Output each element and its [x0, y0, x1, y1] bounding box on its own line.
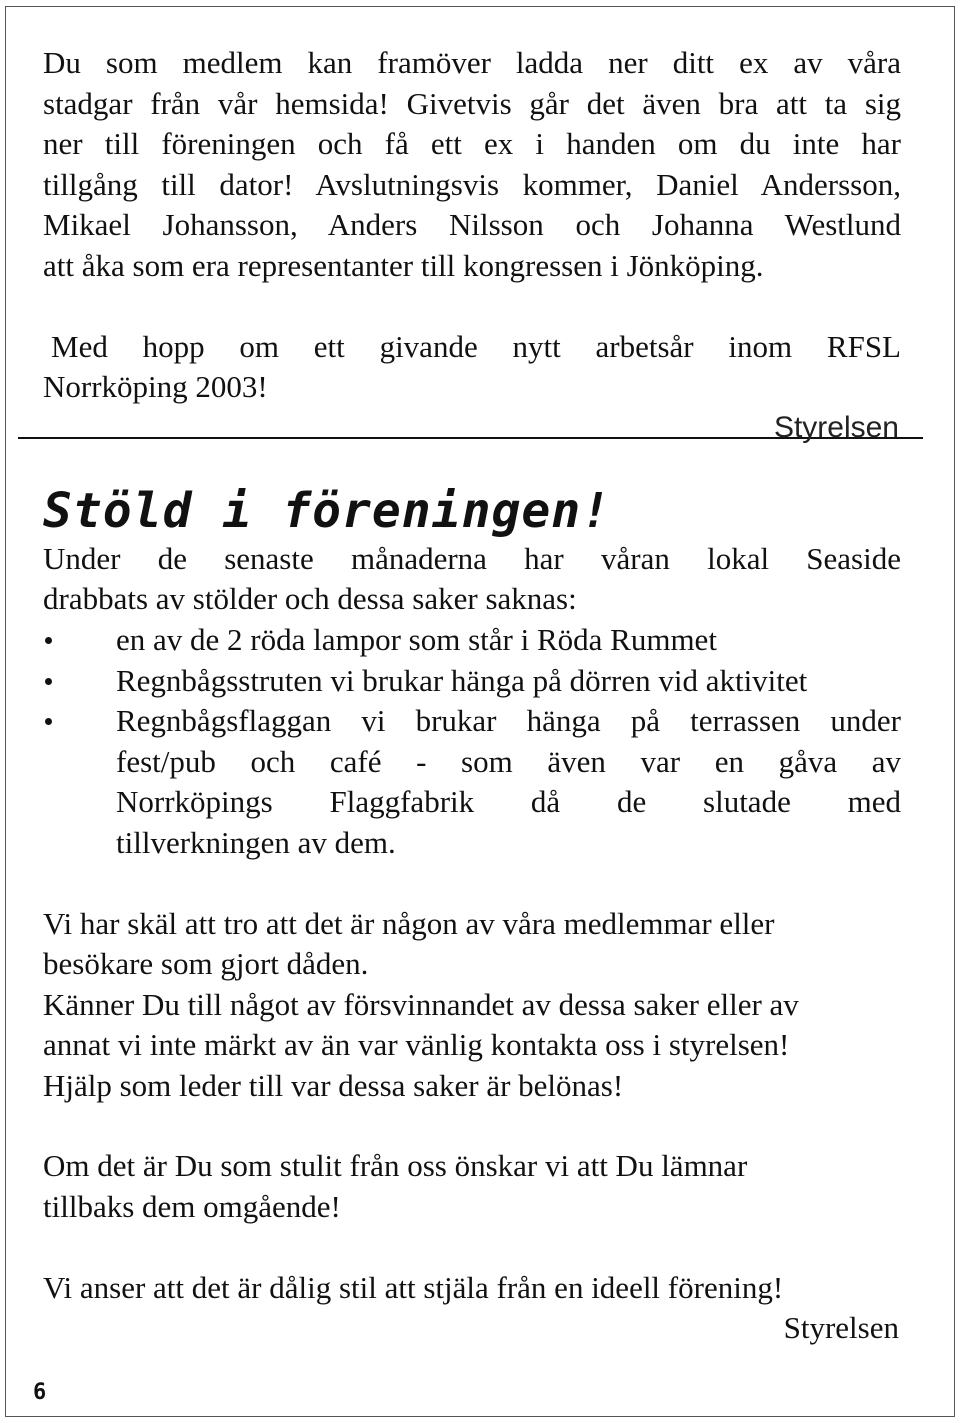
theft-intro [43, 539, 901, 620]
list-item-line: fest/pub och café - som även var en gåva av [116, 743, 901, 779]
theft-intro-line: drabbats av stölder och dessa saker saknas: [43, 581, 577, 617]
return-line: tillbaks dem omgående! [43, 1189, 341, 1225]
suspect-line: besökare som gjort dåden. [43, 946, 369, 982]
hope-line: Norrköping 2003! [43, 369, 268, 405]
missing-items-list [43, 620, 901, 864]
closing-line: Vi anser att det är dålig stil att stjäla från en ideell förening! [43, 1269, 784, 1305]
return-line: Om det är Du som stulit från oss önskar vi att Du lämnar [43, 1148, 748, 1184]
list-item-line: Regnbågsflaggan vi brukar hänga på terrassen under [116, 703, 901, 739]
return-paragraph [43, 1146, 901, 1227]
bullet-icon [45, 718, 52, 725]
page-content [43, 43, 901, 1349]
contact-paragraph [43, 985, 901, 1107]
list-item-line: en av de 2 röda lampor som står i Röda Rummet [116, 621, 717, 657]
contact-line: annat vi inte märkt av än var vänlig kontakta oss i styrelsen! [43, 1027, 790, 1063]
intro-line: Du som medlem kan framöver ladda ner ditt ex av våra [43, 45, 901, 80]
suspect-paragraph [43, 904, 901, 985]
list-item-line: Norrköpings Flaggfabrik då de slutade med [116, 784, 901, 820]
closing-paragraph [43, 1268, 901, 1349]
contact-line: Hjälp som leder till var dessa saker är belönas! [43, 1067, 624, 1103]
bullet-icon [45, 637, 52, 644]
suspect-line: Vi har skäl att tro att det är någon av våra medlemmar eller [43, 905, 775, 941]
hope-line: Med hopp om ett givande nytt arbetsår inom RFSL [51, 328, 901, 364]
theft-heading: Stöld i föreningen! [43, 482, 612, 539]
list-item-line: tillverkningen av dem. [116, 824, 396, 860]
signature-row [43, 408, 901, 460]
page-number: 6 [33, 1380, 47, 1405]
list-item [43, 701, 901, 863]
intro-line: stadgar från vår hemsida! Givetvis går det även bra att ta sig [43, 85, 901, 121]
theft-intro-line: Under de senaste månaderna har våran lokal Seaside [43, 540, 901, 576]
intro-line: ner till föreningen och få ett ex i handen om du inte har [43, 126, 901, 162]
bullet-icon [45, 678, 52, 685]
signature-bottom: Styrelsen [783, 1310, 899, 1346]
hope-paragraph [43, 327, 901, 408]
list-item [43, 620, 901, 661]
list-item [43, 661, 901, 702]
list-item-line: Regnbågsstruten vi brukar hänga på dörren vid aktivitet [116, 662, 808, 698]
contact-line: Känner Du till något av försvinnandet av dessa saker eller av [43, 986, 799, 1022]
intro-line: tillgång till dator! Avslutningsvis kommer, Daniel Andersson, [43, 166, 901, 202]
signature-top: Styrelsen [773, 410, 899, 444]
intro-line: Mikael Johansson, Anders Nilsson och Johanna Westlund [43, 207, 901, 243]
intro-paragraph [43, 43, 901, 287]
intro-line: att åka som era representanter till kongressen i Jönköping. [43, 247, 764, 283]
